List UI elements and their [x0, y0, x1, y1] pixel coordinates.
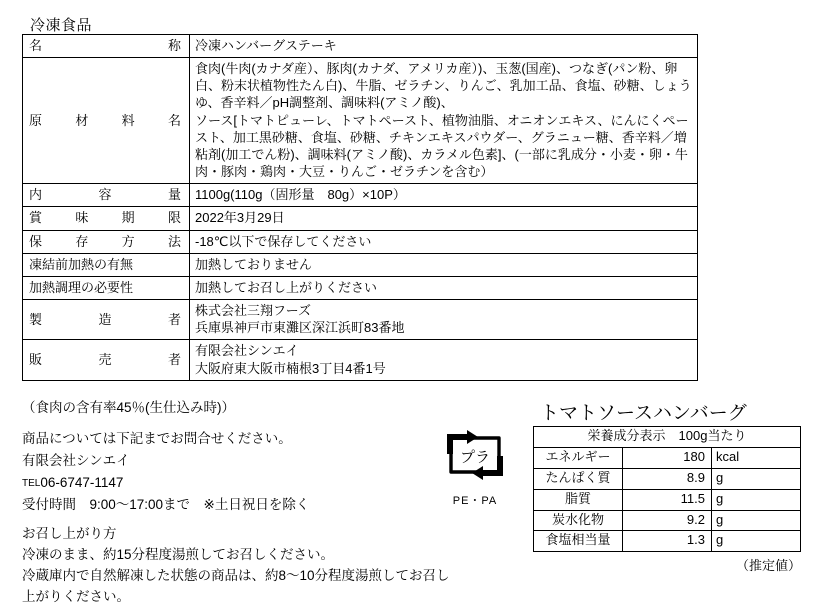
nutrition-name-carbs: 炭水化物 [534, 510, 623, 531]
table-row [23, 340, 698, 380]
row-value-bestbefore: 2022年3月29日 [190, 207, 698, 230]
row-value-ingredients: 食肉(牛肉(カナダ産）、豚肉(カナダ、アメリカ産）)、玉葱(国産)、つなぎ(パン粉、卵白、粉末状植物性たん白)、牛脂、ゼラチン、りんご、乳加工品、食塩、砂糖、しょうゆ、香辛料／pH調整剤、調味料(アミノ酸)、 ソース[トマトピューレ、トマトペースト、植物油脂、オニオンエキス、にんにくペースト、加工黒砂糖、食塩、砂糖、チキンエキスパウダー、グラニュー糖、香辛料／増粘剤(加工でん粉)、調味料(アミノ酸)、カラメル色素]、(一部に乳成分・小麦・卵・牛肉・豚肉・鶏肉・大豆・りんご・ゼラチンを含む） [190, 58, 698, 184]
row-value-name: 冷凍ハンバーグステーキ [190, 35, 698, 58]
row-label-ingredients: 原 材 料 名 [23, 58, 190, 184]
nutrition-name-protein: たんぱく質 [534, 468, 623, 489]
nutrition-table [533, 426, 801, 552]
howto-line-2: 冷蔵庫内で自然解凍した状態の商品は、約8～10分程度湯煎してお召し [22, 567, 450, 583]
table-row [23, 276, 698, 299]
contact-line-1: 商品については下記までお問合せください。 [22, 431, 292, 446]
table-row [23, 35, 698, 58]
table-row [23, 230, 698, 253]
nutrition-product-title: トマトソースハンバーグ [540, 403, 747, 424]
contact-block [22, 428, 309, 515]
page-title: 冷凍食品 [30, 17, 93, 34]
row-value-content: 1100g(110g（固形量 80g）×10P） [190, 184, 698, 207]
howto-line-1: 冷凍のまま、約15分程度湯煎してお召しください。 [22, 546, 335, 562]
row-value-manufacturer: 株式会社三翔フーズ 兵庫県神戸市東灘区深江浜町83番地 [190, 300, 698, 340]
row-label-bestbefore: 賞 味 期 限 [23, 207, 190, 230]
table-row [534, 427, 801, 448]
row-value-preheat: 加熱しておりません [190, 253, 698, 276]
meat-content-note: （食肉の含有率45％(生仕込み時)） [22, 400, 236, 415]
row-value-cooking: 加熱してお召し上がりください [190, 276, 698, 299]
tel-label: TEL [22, 477, 41, 489]
table-row [534, 510, 801, 531]
row-label-preheat: 凍結前加熱の有無 [23, 253, 190, 276]
nutrition-value-carbs: 9.2 [623, 510, 712, 531]
nutrition-unit-protein: g [712, 468, 801, 489]
contact-company: 有限会社シンエイ [22, 452, 130, 468]
nutrition-name-salt: 食塩相当量 [534, 531, 623, 552]
table-row [534, 468, 801, 489]
plastic-symbol-text: プラ [459, 449, 491, 466]
plastic-recycle-icon [437, 424, 513, 486]
row-label-storage: 保 存 方 法 [23, 230, 190, 253]
howto-block [22, 524, 450, 608]
nutrition-estimate-note: （推定値） [735, 558, 801, 573]
howto-title: お召し上がり方 [22, 526, 117, 541]
contact-tel [22, 472, 309, 494]
nutrition-name-fat: 脂質 [534, 489, 623, 510]
table-row [534, 447, 801, 468]
row-label-cooking: 加熱調理の必要性 [23, 276, 190, 299]
table-row [23, 207, 698, 230]
table-row [534, 489, 801, 510]
tel-number: 06-6747-1147 [40, 474, 124, 490]
nutrition-unit-fat: g [712, 489, 801, 510]
plastic-recycle-mark [430, 424, 520, 508]
nutrition-unit-salt: g [712, 531, 801, 552]
nutrition-unit-energy: kcal [712, 447, 801, 468]
nutrition-header: 栄養成分表示 100g当たり [534, 427, 801, 448]
row-label-name: 名 称 [23, 35, 190, 58]
table-row [23, 184, 698, 207]
row-label-manufacturer: 製 造 者 [23, 300, 190, 340]
table-row [23, 300, 698, 340]
nutrition-unit-carbs: g [712, 510, 801, 531]
nutrition-name-energy: エネルギー [534, 447, 623, 468]
row-value-seller: 有限会社シンエイ 大阪府東大阪市楠根3丁目4番1号 [190, 340, 698, 380]
recycle-material-caption: PE・PA [452, 495, 498, 507]
table-row [23, 253, 698, 276]
row-value-storage: -18℃以下で保存してください [190, 230, 698, 253]
table-row [534, 531, 801, 552]
table-row [23, 58, 698, 184]
nutrition-value-protein: 8.9 [623, 468, 712, 489]
nutrition-value-energy: 180 [623, 447, 712, 468]
row-label-content: 内 容 量 [23, 184, 190, 207]
howto-line-3: 上がりください。 [22, 588, 130, 604]
nutrition-value-fat: 11.5 [623, 489, 712, 510]
product-spec-table [22, 34, 698, 381]
contact-hours: 受付時間 9:00～17:00まで ※土日祝日を除く [22, 496, 310, 512]
row-label-seller: 販 売 者 [23, 340, 190, 380]
nutrition-value-salt: 1.3 [623, 531, 712, 552]
